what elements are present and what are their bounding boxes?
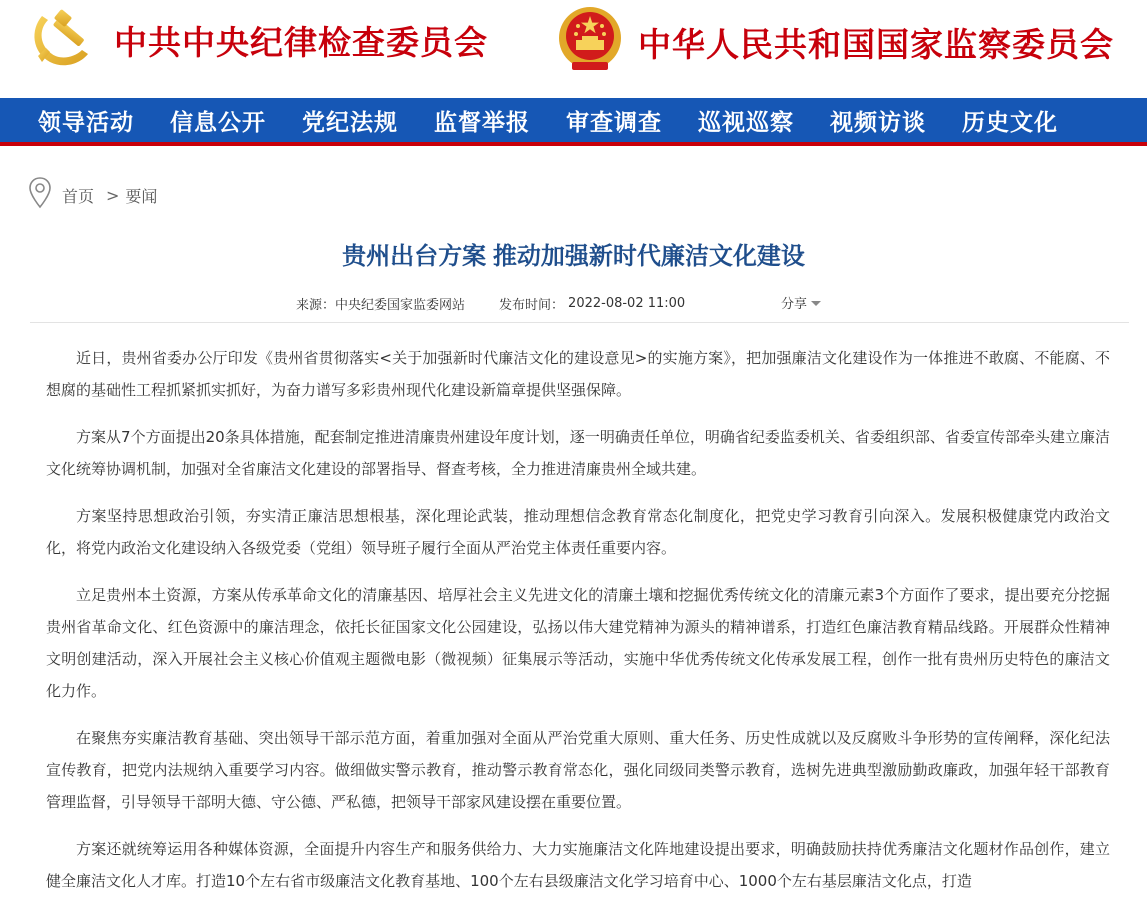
publish-label: 发布时间： — [499, 298, 565, 313]
breadcrumb-current[interactable]: 要闻 — [125, 186, 158, 206]
divider — [30, 322, 1129, 323]
nav-item-history[interactable]: 历史文化 — [962, 108, 1058, 136]
article-paragraph: 方案还就统筹运用各种媒体资源，全面提升内容生产和服务供给力、大力实施廉洁文化阵地建设提出要求，明确鼓励扶持优秀廉洁文化题材作品创作，建立健全廉洁文化人才库。打造10个左右省市级廉洁文化教育基地、100个左右县级廉洁文化学习培育中心、1000个左右基层廉洁文化点，打造 — [46, 840, 1110, 890]
ccdi-name: 中共中央纪律检查委员会 — [114, 22, 488, 62]
nav-item-investigation[interactable]: 审查调查 — [566, 108, 662, 136]
caret-down-icon — [811, 301, 821, 306]
nsc-brand[interactable] — [556, 4, 1114, 80]
nav-item-inspection[interactable]: 巡视巡察 — [698, 108, 794, 136]
article-paragraph: 方案坚持思想政治引领，夯实清正廉洁思想根基，深化理论武装，推动理想信念教育常态化制度化，把党史学习教育引向深入。发展积极健康党内政治文化，将党内政治文化建设纳入各级党委（党组）领导班子履行全面从严治党主体责任重要内容。 — [46, 507, 1110, 557]
article-paragraph: 立足贵州本土资源，方案从传承革命文化的清廉基因、培厚社会主义先进文化的清廉土壤和挖掘优秀传统文化的清廉元素3个方面作了要求，提出要充分挖掘贵州省革命文化、红色资源中的廉洁理念，依托长征国家文化公园建设，弘扬以伟大建党精神为源头的精神谱系，打造红色廉洁教育精品线路。开展群众性精神文明创建活动，深入开展社会主义核心价值观主题微电影（微视频）征集展示等活动，实施中华优秀传统文化传承发展工程，创作一批有贵州历史特色的廉洁文化力作。 — [46, 586, 1110, 700]
source-value: 中央纪委国家监委网站 — [335, 298, 466, 313]
source-label: 来源： — [296, 298, 336, 313]
nav-item-leadership[interactable]: 领导活动 — [38, 108, 134, 136]
site-header — [0, 0, 1147, 98]
nav-item-report[interactable]: 监督举报 — [434, 108, 530, 136]
nav-item-regulations[interactable]: 党纪法规 — [302, 108, 398, 136]
share-label: 分享 — [781, 297, 808, 312]
article-meta — [296, 294, 685, 313]
article-paragraph: 在聚焦夯实廉洁教育基础、突出领导干部示范方面，着重加强对全面从严治党重大原则、重大任务、历史性成就以及反腐败斗争形势的宣传阐释，深化纪法宣传教育，把党内法规纳入重要学习内容。做细做实警示教育，推动警示教育常态化，强化同级同类警示教育，选树先进典型激励勤政廉政，加强年轻干部教育管理监督，引导领导干部明大德、守公德、严私德，把领导干部家风建设摆在重要位置。 — [46, 729, 1110, 811]
breadcrumb — [28, 176, 157, 214]
nav-item-info[interactable]: 信息公开 — [170, 108, 266, 136]
article-title: 贵州出台方案 推动加强新时代廉洁文化建设 — [342, 243, 805, 270]
breadcrumb-separator: > — [106, 185, 120, 205]
breadcrumb-home[interactable]: 首页 — [62, 186, 95, 206]
publish-time: 2022-08-02 11:00 — [568, 296, 686, 311]
ccdi-brand[interactable] — [28, 6, 488, 74]
article-paragraph: 近日，贵州省委办公厅印发《贵州省贯彻落实<关于加强新时代廉洁文化的建设意见>的实施方案》，把加强廉洁文化建设作为一体推进不敢腐、不能腐、不想腐的基础性工程抓紧抓实抓好，为奋力谱写多彩贵州现代化建设新篇章提供坚强保障。 — [46, 349, 1110, 399]
location-pin-icon — [28, 176, 52, 214]
article-body — [46, 342, 1110, 912]
nsc-name: 中华人民共和国国家监察委员会 — [638, 24, 1114, 64]
nav-item-video[interactable]: 视频访谈 — [830, 108, 926, 136]
article-paragraph: 方案从7个方面提出20条具体措施，配套制定推进清廉贵州建设年度计划，逐一明确责任单位，明确省纪委监委机关、省委组织部、省委宣传部牵头建立廉洁文化统筹协调机制，加强对全省廉洁文化建设的部署指导、督查考核，全力推进清廉贵州全域共建。 — [46, 428, 1110, 478]
national-emblem-icon — [556, 4, 624, 80]
share-button[interactable] — [781, 293, 821, 312]
main-nav — [0, 98, 1147, 146]
party-emblem-icon — [28, 6, 98, 74]
